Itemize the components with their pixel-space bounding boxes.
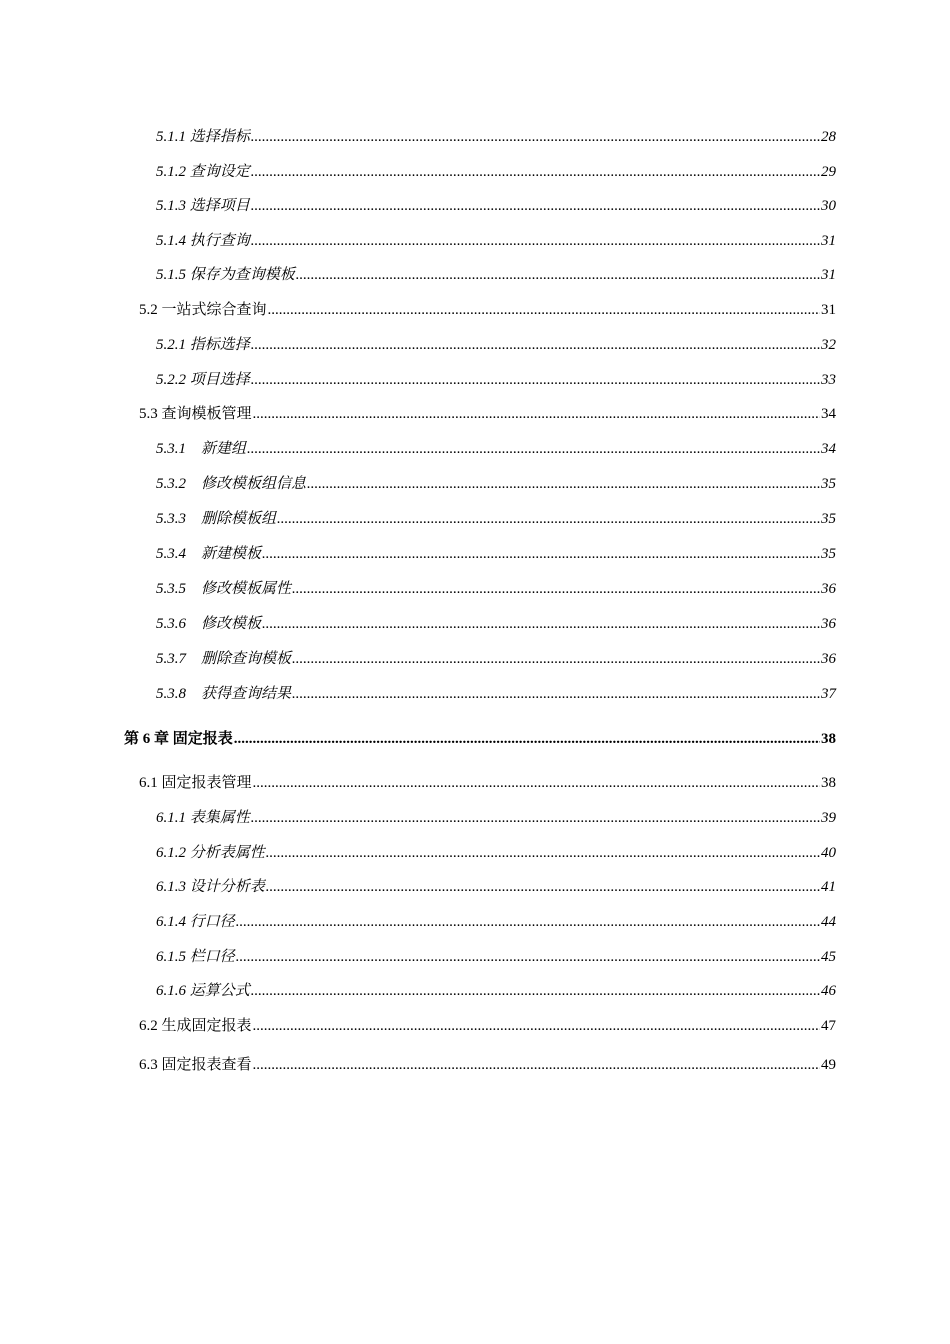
- toc-entry-page: 31: [821, 302, 836, 318]
- toc-entry-title: 第 6 章 固定报表: [124, 731, 233, 747]
- toc-entry-title: 5.1.1 选择指标: [156, 129, 250, 145]
- dot-leader: [251, 371, 820, 389]
- toc-entry-title: 5.1.3 选择项目: [156, 198, 250, 214]
- dot-leader: [292, 685, 820, 703]
- toc-entry-title: 5.3.6 修改模板: [156, 616, 262, 632]
- toc-entry[interactable]: [156, 913, 836, 931]
- dot-leader: [253, 1017, 820, 1035]
- toc-entry-title: 5.1.5 保存为查询模板: [156, 267, 295, 283]
- toc-entry-title: 5.3.3 删除模板组: [156, 511, 277, 527]
- toc-entry-title: 5.3 查询模板管理: [139, 406, 252, 422]
- toc-entry-page: 35: [821, 511, 836, 527]
- toc-entry[interactable]: [156, 336, 836, 354]
- toc-entry-page: 36: [821, 616, 836, 632]
- toc-entry-page: 49: [821, 1057, 836, 1073]
- toc-entry-page: 37: [821, 686, 836, 702]
- toc-entry-page: 29: [821, 164, 836, 180]
- toc-entry[interactable]: [139, 405, 836, 423]
- toc-entry[interactable]: [156, 128, 836, 146]
- toc-entry-page: 46: [821, 983, 836, 999]
- dot-leader: [251, 809, 820, 827]
- toc-entry[interactable]: [156, 371, 836, 389]
- toc-entry[interactable]: [156, 982, 836, 1000]
- toc-entry[interactable]: [139, 1056, 836, 1074]
- toc-entry-title: 6.1.4 行口径: [156, 914, 235, 930]
- toc-entry[interactable]: [139, 301, 836, 319]
- toc-entry-title: 5.3.1 新建组: [156, 441, 247, 457]
- toc-entry-title: 5.1.2 查询设定: [156, 164, 250, 180]
- toc-entry[interactable]: [139, 1017, 836, 1035]
- toc-entry-title: 6.1.6 运算公式: [156, 983, 250, 999]
- toc-entry-title: 6.1.5 栏口径: [156, 949, 235, 965]
- dot-leader: [296, 266, 820, 284]
- dot-leader: [236, 948, 820, 966]
- toc-entry[interactable]: [156, 650, 836, 668]
- toc-entry[interactable]: [156, 545, 836, 563]
- dot-leader: [251, 128, 820, 146]
- dot-leader: [253, 405, 820, 423]
- dot-leader: [266, 878, 820, 896]
- toc-entry-title: 5.2.2 项目选择: [156, 372, 250, 388]
- toc-entry[interactable]: [156, 475, 836, 493]
- toc-entry[interactable]: [156, 580, 836, 598]
- toc-entry[interactable]: [156, 685, 836, 703]
- toc-entry-title: 6.1.1 表集属性: [156, 810, 250, 826]
- dot-leader: [251, 232, 820, 250]
- toc-entry-title: 5.3.5 修改模板属性: [156, 581, 292, 597]
- toc-entry-chapter[interactable]: [124, 730, 836, 748]
- toc-entry[interactable]: [139, 774, 836, 792]
- toc-entry[interactable]: [156, 163, 836, 181]
- dot-leader: [292, 580, 820, 598]
- toc-entry[interactable]: [156, 266, 836, 284]
- toc-entry[interactable]: [156, 440, 836, 458]
- dot-leader: [277, 510, 820, 528]
- toc-entry-title: 6.1.3 设计分析表: [156, 879, 265, 895]
- toc-entry-page: 40: [821, 845, 836, 861]
- dot-leader: [251, 336, 820, 354]
- toc-entry-page: 30: [821, 198, 836, 214]
- toc-entry-title: 5.3.4 新建模板: [156, 546, 262, 562]
- toc-entry[interactable]: [156, 615, 836, 633]
- toc-entry-page: 44: [821, 914, 836, 930]
- toc-entry-title: 5.2 一站式综合查询: [139, 302, 267, 318]
- toc-entry-page: 35: [821, 546, 836, 562]
- dot-leader: [262, 615, 820, 633]
- dot-leader: [292, 650, 820, 668]
- toc-entry-page: 31: [821, 267, 836, 283]
- toc-entry-page: 45: [821, 949, 836, 965]
- dot-leader: [247, 440, 820, 458]
- toc-entry[interactable]: [156, 948, 836, 966]
- dot-leader: [234, 730, 820, 748]
- toc-entry-page: 34: [821, 406, 836, 422]
- dot-leader: [253, 1056, 820, 1074]
- toc-entry-title: 5.2.1 指标选择: [156, 337, 250, 353]
- toc-entry[interactable]: [156, 809, 836, 827]
- toc-entry-page: 35: [821, 476, 836, 492]
- dot-leader: [266, 844, 820, 862]
- dot-leader: [262, 545, 820, 563]
- toc-entry-title: 5.3.7 删除查询模板: [156, 651, 292, 667]
- toc-entry-page: 33: [821, 372, 836, 388]
- toc-entry-title: 5.1.4 执行查询: [156, 233, 250, 249]
- dot-leader: [251, 163, 820, 181]
- toc-entry-title: 5.3.8 获得查询结果: [156, 686, 292, 702]
- toc-entry-title: 5.3.2 修改模板组信息: [156, 476, 307, 492]
- toc-entry-title: 6.1 固定报表管理: [139, 775, 252, 791]
- dot-leader: [251, 982, 820, 1000]
- toc-entry-page: 38: [821, 775, 836, 791]
- toc-entry[interactable]: [156, 878, 836, 896]
- toc-entry-page: 32: [821, 337, 836, 353]
- dot-leader: [307, 475, 820, 493]
- toc-entry-page: 38: [821, 731, 836, 747]
- dot-leader: [251, 197, 820, 215]
- toc-entry-page: 36: [821, 581, 836, 597]
- toc-entry-page: 31: [821, 233, 836, 249]
- toc-entry-page: 39: [821, 810, 836, 826]
- dot-leader: [268, 301, 820, 319]
- toc-entry[interactable]: [156, 232, 836, 250]
- dot-leader: [253, 774, 820, 792]
- toc-entry[interactable]: [156, 844, 836, 862]
- toc-entry-page: 34: [821, 441, 836, 457]
- toc-entry[interactable]: [156, 197, 836, 215]
- toc-entry-page: 41: [821, 879, 836, 895]
- dot-leader: [236, 913, 820, 931]
- toc-entry-page: 36: [821, 651, 836, 667]
- toc-entry[interactable]: [156, 510, 836, 528]
- toc-entry-title: 6.3 固定报表查看: [139, 1057, 252, 1073]
- toc-entry-page: 28: [821, 129, 836, 145]
- toc-entry-title: 6.1.2 分析表属性: [156, 845, 265, 861]
- toc-entry-title: 6.2 生成固定报表: [139, 1018, 252, 1034]
- toc-entry-page: 47: [821, 1018, 836, 1034]
